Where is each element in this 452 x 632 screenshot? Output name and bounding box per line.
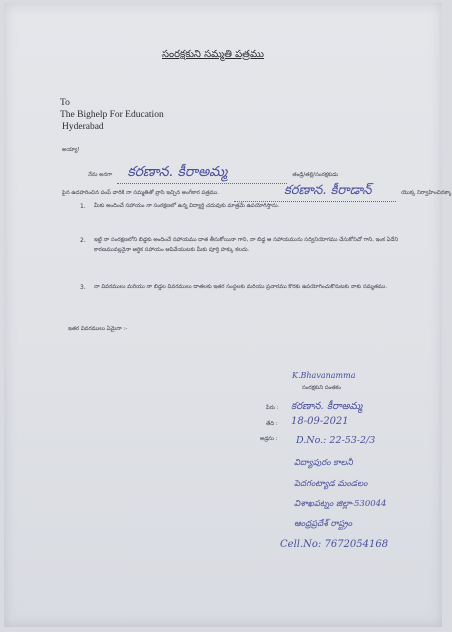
other-details-label: ఇతర వివరములు ఏమైనా :- <box>68 326 128 332</box>
signature-label: సంరక్షకుని సంతకం <box>302 385 341 391</box>
student-line-suffix: యొక్క నిర్వాహించినక్కా <box>401 190 452 196</box>
guardian-name: కరణాన. కీరాఅమ్మ <box>117 164 287 184</box>
door-number: D.No.: 22-53-2/3 <box>296 435 376 446</box>
address-line-4: ఆంధ్రప్రదేశ్ రాష్ట్రం <box>294 519 353 529</box>
student-name-wrap <box>234 179 452 202</box>
guardian-signature: K.Bhavanamma <box>292 371 356 380</box>
address-line-2: పెదగంట్యాడ మండలం <box>294 479 368 489</box>
item-1-text: మీకు అందించే సహాయం నా సంరక్షణలో ఉన్న విద్యార్థి చదువుకు మాత్రమే ఉపయోగిస్తాను. <box>94 203 280 209</box>
date-field-value: 18-09-2021 <box>291 416 349 427</box>
item-2-text: ఇట్టి నా సంరక్షణలోని బిడ్డకు అందించే సహాయము దాత తీసుకోయినా గాని, నా బిడ్డ ఆ సహాయమును సద్వినియోగము చేసుకోనిచో గాని, ఇంక ఏదేని కారణమువల్లనైనా ఆర్థిక సహాయం ఆపివేయుటకు మీకు పూర్తి హక్కు కలదు. <box>94 237 399 253</box>
item-3-text: నా వివరములు మరియు నా బిడ్డల వివరములు దాతలకు ఇతర సంస్థలకు మరియు ప్రచారము కొరకు ఉపయోగించుకొనుటకు నాకు సమ్మతము. <box>94 284 388 290</box>
recipient-org: The Bighelp For Education <box>60 110 164 120</box>
to-label: To <box>60 98 70 108</box>
item-1-number: 1. <box>80 203 86 210</box>
letter-title: సంరక్షకుని సమ్మతి పత్రము <box>162 49 264 60</box>
guardian-line-suffix: తండ్రి/తల్లి/సంరక్షకుడు <box>292 172 339 178</box>
recipient-block <box>60 97 164 133</box>
date-field-label: తేది : <box>266 421 278 427</box>
student-name: కరణాన. కీరాడాన్ <box>234 183 396 202</box>
cell-number: Cell.No: 7672054168 <box>280 539 389 550</box>
student-line-prefix: పైన ఉదహరించిన పంప్ వారికి నా సమ్మతితో వ్రాసి ఇచ్చిన అంగీకార పత్రము. <box>62 190 219 196</box>
item-3-number: 3. <box>80 284 86 291</box>
address-line-1: విద్యాపురం కాలనీ <box>294 458 353 468</box>
item-2-number: 2. <box>80 237 86 244</box>
name-field-value: కరణాన. కీరాఅమ్మ <box>291 401 363 412</box>
salutation: అయ్యా! <box>62 147 80 153</box>
consent-letter-page <box>4 3 452 627</box>
guardian-line-prefix: నేను అనగా <box>88 172 113 178</box>
address-line-3: విశాఖపట్నం జిల్లా-530044 <box>294 499 387 509</box>
name-field-label: పేరు : <box>266 405 279 411</box>
address-field-label: అడ్రసు : <box>260 436 278 442</box>
recipient-city: Hyderabad <box>62 122 104 132</box>
